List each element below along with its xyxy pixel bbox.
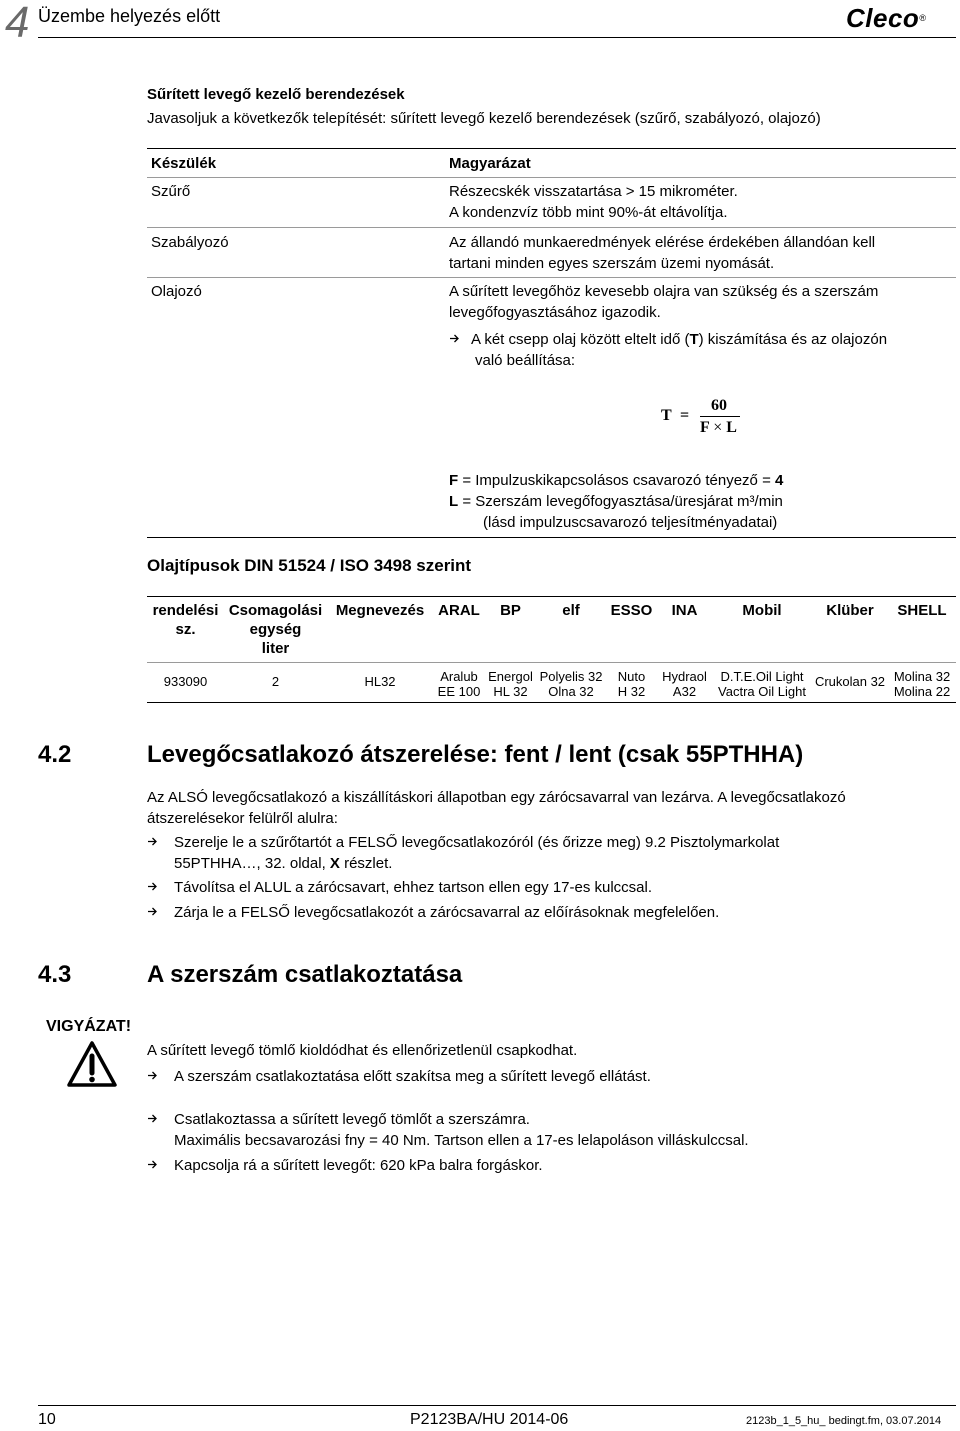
header-rule xyxy=(38,37,956,38)
compressed-air-heading: Sűrített levegő kezelő berendezések xyxy=(147,86,405,103)
compressed-air-intro: Javasoljuk a következők telepítését: sűrített levegő kezelő berendezések (szűrő, szabályozó, olajozó) xyxy=(147,110,821,127)
cell-pack-unit: 2 xyxy=(271,673,280,689)
formula-fraction-bar xyxy=(700,416,740,417)
col-device-header: Készülék xyxy=(151,155,217,172)
cell-kluber: Crukolan 32 xyxy=(814,673,886,689)
step-calc-line-2: való beállítása: xyxy=(475,352,576,369)
col-elf: elf xyxy=(562,602,580,619)
warning-text: A sűrített levegő tömlő kioldódhat és ellenőrizetlenül csapkodhat. xyxy=(147,1042,578,1059)
table-header-rule xyxy=(147,177,956,178)
cell-bp: Energol HL 32 xyxy=(488,668,533,699)
cell-shell: Molina 32 Molina 22 xyxy=(893,668,951,699)
oil-types-table xyxy=(147,600,956,700)
table-top-rule xyxy=(147,148,956,149)
cell-mobil: D.T.E.Oil Light Vactra Oil Light xyxy=(718,668,806,699)
device-regulator: Szabályozó xyxy=(151,234,229,251)
arrow-right-icon xyxy=(147,833,174,853)
page-number: 10 xyxy=(38,1411,56,1428)
section-4-2-step-3: Zárja le a FELSŐ levegőcsatlakozót a zárócsavarral az előírásoknak megfelelően. xyxy=(147,903,719,923)
chapter-title: Üzembe helyezés előtt xyxy=(38,6,221,26)
formula-denominator: F × L xyxy=(700,419,737,436)
section-4-3-step-2: Kapcsolja rá a sűrített levegőt: 620 kPa balra forgáskor. xyxy=(147,1156,543,1176)
table-row-rule xyxy=(147,277,956,278)
footer-rule xyxy=(38,1405,956,1406)
cell-aral: Aralub EE 100 xyxy=(437,668,481,699)
section-4-3-step-1: Csatlakoztassa a sűrített levegő tömlőt a szerszámra. xyxy=(147,1110,530,1130)
section-4-3-step-1-cont: Maximális becsavarozási fny = 40 Nm. Tartson ellen a 17-es lelapoláson villáskulccsal. xyxy=(174,1132,749,1149)
cleco-logo: Cleco® xyxy=(846,3,927,33)
col-name: Megnevezés xyxy=(335,602,425,619)
lubricator-line-2: levegőfogyasztásához igazodik. xyxy=(449,304,661,321)
device-lubricator: Olajozó xyxy=(151,283,202,300)
legend-l: L = Szerszám levegőfogyasztása/üresjárat m³/min xyxy=(449,493,783,510)
arrow-right-icon xyxy=(147,1067,174,1087)
section-4-2-number: 4.2 xyxy=(38,741,72,768)
table-row-rule xyxy=(147,227,956,228)
col-order-number: rendelési sz. xyxy=(152,602,219,638)
section-4-2-step-1: Szerelje le a szűrőtartót a FELSŐ levegőcsatlakozóról (és őrizze meg) 9.2 Pisztolymarkolat xyxy=(147,833,779,853)
section-4-2-para-1: Az ALSÓ levegőcsatlakozó a kiszállításkori állapotban egy zárócsavarral van lezárva. A levegőcsatlakozó xyxy=(147,789,846,806)
col-mobil: Mobil xyxy=(742,602,782,619)
cell-ina: Hydraol A32 xyxy=(662,668,707,699)
oil-types-heading: Olajtípusok DIN 51524 / ISO 3498 szerint xyxy=(147,556,472,575)
regulator-line-1: Az állandó munkaeredmények elérése érdekében állandóan kell xyxy=(449,234,876,251)
filter-line-2: A kondenzvíz több mint 90%-át eltávolítja. xyxy=(449,204,728,221)
formula-lhs: T xyxy=(661,407,672,424)
col-explanation-header: Magyarázat xyxy=(449,155,531,172)
arrow-right-icon xyxy=(147,878,174,898)
legend-l-note: (lásd impulzuscsavarozó teljesítményadatai) xyxy=(483,514,778,531)
arrow-right-icon xyxy=(147,1156,174,1176)
col-bp: BP xyxy=(500,602,521,619)
legend-f: F = Impulzuskikapcsolásos csavarozó tényező = 4 xyxy=(449,472,784,489)
col-esso: ESSO xyxy=(610,602,653,619)
section-4-2-para-2: átszerelésekor felülről alulra: xyxy=(147,810,338,827)
cell-order-number: 933090 xyxy=(163,673,208,689)
oil-table-bottom-rule xyxy=(147,702,956,703)
regulator-line-2: tartani minden egyes szerszám üzemi nyomását. xyxy=(449,255,775,272)
warning-label: VIGYÁZAT! xyxy=(46,1018,132,1035)
cell-esso: Nuto H 32 xyxy=(617,668,646,699)
cell-elf: Polyelis 32 Olna 32 xyxy=(539,668,603,699)
oil-table-row xyxy=(147,662,956,700)
section-4-3-number: 4.3 xyxy=(38,961,72,988)
section-4-2-step-2: Távolítsa el ALUL a zárócsavart, ehhez tartson ellen egy 17-es kulccsal. xyxy=(147,878,652,898)
col-ina: INA xyxy=(671,602,698,619)
document-id: P2123BA/HU 2014-06 xyxy=(410,1411,569,1428)
formula-numerator: 60 xyxy=(711,397,727,414)
step-calc-line-1: A két csepp olaj között eltelt idő (T) kiszámítása és az olajozón xyxy=(449,330,887,350)
oil-table-top-rule xyxy=(147,596,956,597)
formula-equals: = xyxy=(680,407,690,424)
warning-triangle-icon xyxy=(66,1040,118,1093)
lubricator-line-1: A sűrített levegőhöz kevesebb olajra van szükség és a szerszám xyxy=(449,283,879,300)
col-kluber: Klüber xyxy=(826,602,874,619)
arrow-right-icon xyxy=(449,330,471,350)
chapter-number: 4 xyxy=(5,0,30,47)
device-filter: Szűrő xyxy=(151,183,191,200)
arrow-right-icon xyxy=(147,903,174,923)
col-pack-unit: Csomagolási egység liter xyxy=(228,602,323,657)
col-shell: SHELL xyxy=(897,602,947,619)
table-bottom-rule xyxy=(147,537,956,538)
section-4-2-title: Levegőcsatlakozó átszerelése: fent / lent (csak 55PTHHA) xyxy=(147,741,804,768)
section-4-3-title: A szerszám csatlakoztatása xyxy=(147,961,463,988)
cell-name: HL32 xyxy=(364,673,396,689)
col-aral: ARAL xyxy=(438,602,480,619)
warning-step: A szerszám csatlakoztatása előtt szakítsa meg a sűrített levegő ellátást. xyxy=(147,1067,651,1087)
arrow-right-icon xyxy=(147,1110,174,1130)
filter-line-1: Részecskék visszatartása > 15 mikrométer. xyxy=(449,183,738,200)
section-4-2-step-1-cont: 55PTHHA…, 32. oldal, X részlet. xyxy=(174,855,393,872)
file-info: 2123b_1_5_hu_ bedingt.fm, 03.07.2014 xyxy=(746,1415,942,1427)
oil-table-header-row xyxy=(147,600,956,662)
